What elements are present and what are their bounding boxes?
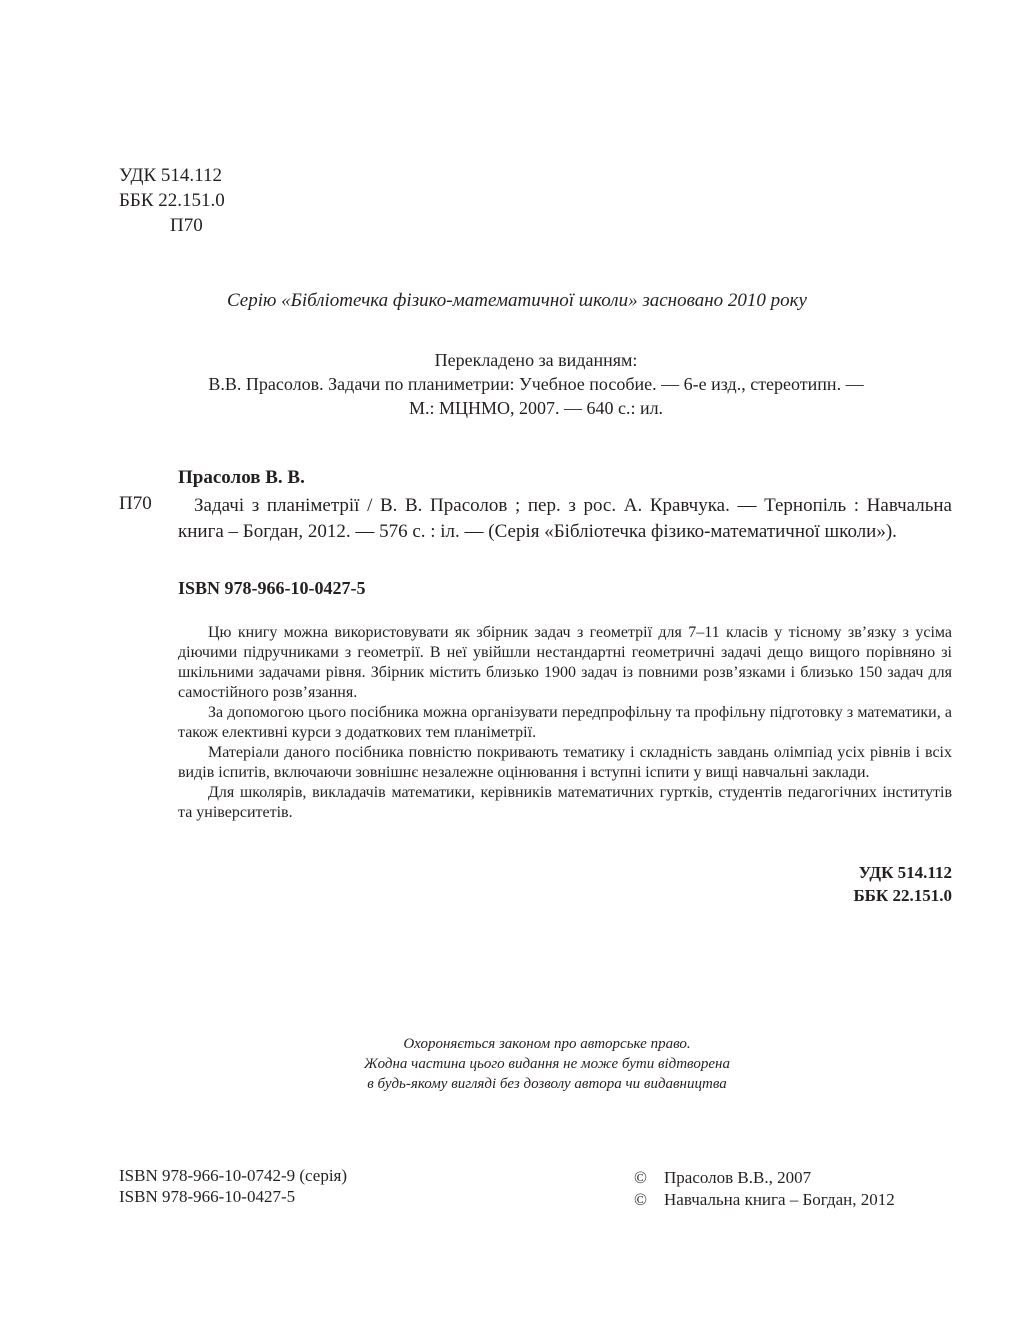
- annotation-paragraph: За допомогою цього посібника можна організувати передпрофільну та профільну підготовку з математики, а також елективні курси з додаткових тем планіметрії.: [178, 704, 952, 741]
- copyright-holder: Навчальна книга – Богдан, 2012: [664, 1190, 895, 1209]
- series-note: Серію «Бібліотечка фізико-математичної школи» засновано 2010 року: [227, 290, 807, 311]
- classification-codes: [119, 163, 225, 238]
- copyright-row: [634, 1167, 895, 1189]
- bbk-code: ББК 22.151.0: [853, 886, 952, 905]
- copyright-holder: Прасолов В.В., 2007: [664, 1168, 812, 1187]
- copyright-row: [634, 1189, 895, 1211]
- copyright-notice-line: Жодна частина цього видання не може бути відтворена: [364, 1056, 730, 1072]
- udk-code: УДК 514.112: [119, 165, 222, 186]
- isbn-series: ISBN 978-966-10-0742-9 (серія): [119, 1166, 348, 1185]
- isbn-book: ISBN 978-966-10-0427-5: [119, 1187, 296, 1206]
- bbk-code: ББК 22.151.0: [119, 190, 225, 211]
- catalog-author: Прасолов В. В.: [178, 467, 305, 488]
- translation-source-line: В.В. Прасолов. Задачи по планиметрии: Учебное пособие. — 6-е изд., стереотипн. —: [208, 374, 864, 394]
- udk-code: УДК 514.112: [858, 863, 952, 882]
- translation-source: [0, 348, 1034, 420]
- translation-source-line: Перекладено за виданням:: [434, 350, 638, 370]
- translation-source-line: М.: МЦНМО, 2007. — 640 с.: ил.: [408, 398, 664, 418]
- annotation: [178, 623, 952, 823]
- copyright-icon: ©: [634, 1190, 647, 1209]
- annotation-paragraph: Для школярів, викладачів математики, керівників математичних гуртків, студентів педагогічних інститутів та університетів.: [178, 784, 952, 821]
- annotation-paragraph: Матеріали даного посібника повністю покривають тематику і складність завдань олімпіад усіх рівнів і всіх видів іспитів, включаючи зовнішнє незалежне оцінювання і вступні іспити у вищі навчальні заклади.: [178, 744, 952, 781]
- catalog-description: Задачі з планіметрії / В. В. Прасолов ; пер. з рос. А. Кравчука. — Тернопіль : Навчальна книга – Богдан, 2012. — 576 с. : іл. — (Серія «Бібліотечка фізико-математичної школи»).: [178, 495, 952, 542]
- copyright-notice-line: в будь-якому вигляді без дозволу автора чи видавництва: [367, 1076, 727, 1092]
- isbn-list: [119, 1165, 347, 1207]
- author-mark: П70: [170, 215, 203, 236]
- copyright-icon: ©: [634, 1168, 647, 1187]
- copyright-list: [634, 1167, 895, 1211]
- catalog-isbn: ISBN 978-966-10-0427-5: [178, 578, 366, 598]
- copyright-notice: [0, 1034, 1034, 1094]
- catalog-class-code: П70: [119, 493, 152, 514]
- copyright-notice-line: Охороняється законом про авторське право.: [403, 1036, 691, 1052]
- annotation-paragraph: Цю книгу можна використовувати як збірник задач з геометрії для 7–11 класів у тісному зв’язку з усіма діючими підручниками з геометрії. В неї увійшли нестандартні геометричні задачі дещо вищого порівняно зі шкільними задачами рівня. Збірник містить близько 1900 задач із повними розв’язками і близько 150 задач для самостійного розв’язання.: [178, 624, 952, 701]
- bottom-classification-codes: [800, 861, 952, 907]
